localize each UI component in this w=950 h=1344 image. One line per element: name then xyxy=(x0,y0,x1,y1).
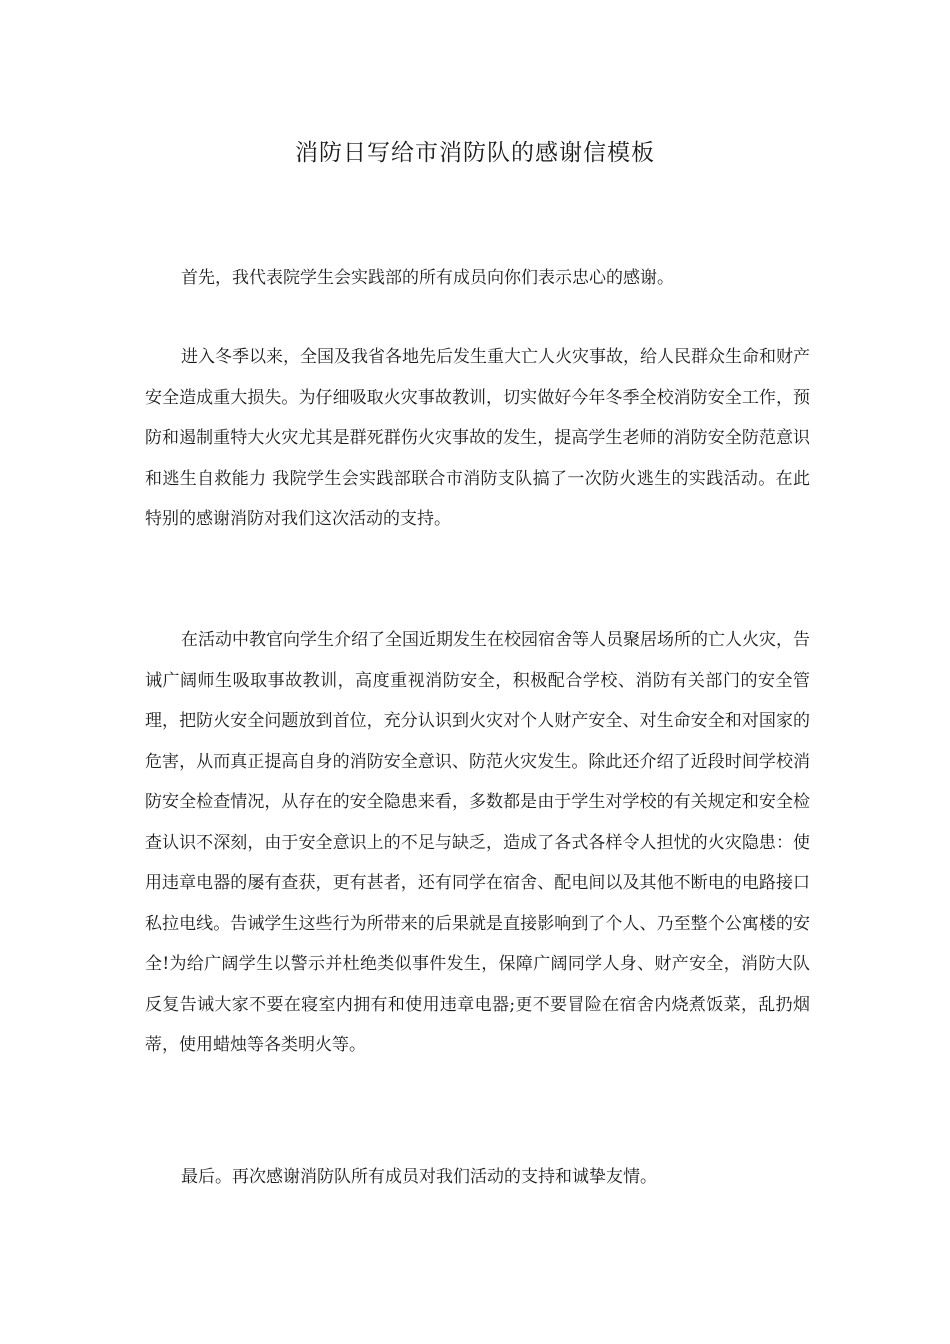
paragraph-activity-details: 在活动中教官向学生介绍了全国近期发生在校园宿舍等人员聚居场所的亡人火灾，告诫广阔师生吸取事故教训，高度重视消防安全，积极配合学校、消防有关部门的安全管理，把防火安全问题放到首位，充分认识到火灾对个人财产安全、对生命安全和对国家的危害，从而真正提高自身的消防安全意识、防范火灾发生。除此还介绍了近段时间学校消防安全检查情况，从存在的安全隐患来看，多数都是由于学生对学校的有关规定和安全检查认识不深刻，由于安全意识上的不足与缺乏，造成了各式各样令人担忧的火灾隐患：使用违章电器的屡有查获，更有甚者，还有同学在宿舍、配电间以及其他不断电的电路接口私拉电线。告诫学生这些行为所带来的后果就是直接影响到了个人、乃至整个公寓楼的安全!为给广阔学生以警示并杜绝类似事件发生，保障广阔同学人身、财产安全，消防大队反复告诫大家不要在寝室内拥有和使用违章电器;更不要冒险在宿舍内烧煮饭菜，乱扔烟蒂，使用蜡烛等各类明火等。 xyxy=(145,630,810,1055)
paragraph-opening: 首先，我代表院学生会实践部的所有成员向你们表示忠心的感谢。 xyxy=(181,268,674,288)
document-title: 消防日写给市消防队的感谢信模板 xyxy=(295,140,655,166)
paragraph-closing: 最后。再次感谢消防队所有成员对我们活动的支持和诚挚友情。 xyxy=(181,1167,657,1187)
paragraph-background: 进入冬季以来，全国及我省各地先后发生重大亡人火灾事故，给人民群众生命和财产安全造成重大损失。为仔细吸取火灾事故教训，切实做好今年冬季全校消防安全工作，预防和遏制重特大火灾尤其是群死群伤火灾事故的发生，提高学生老师的消防安全防范意识和逃生自救能力 我院学生会实践部联合市消防支队搞了一次防火逃生的实践活动。在此特别的感谢消防对我们这次活动的支持。 xyxy=(145,347,810,529)
